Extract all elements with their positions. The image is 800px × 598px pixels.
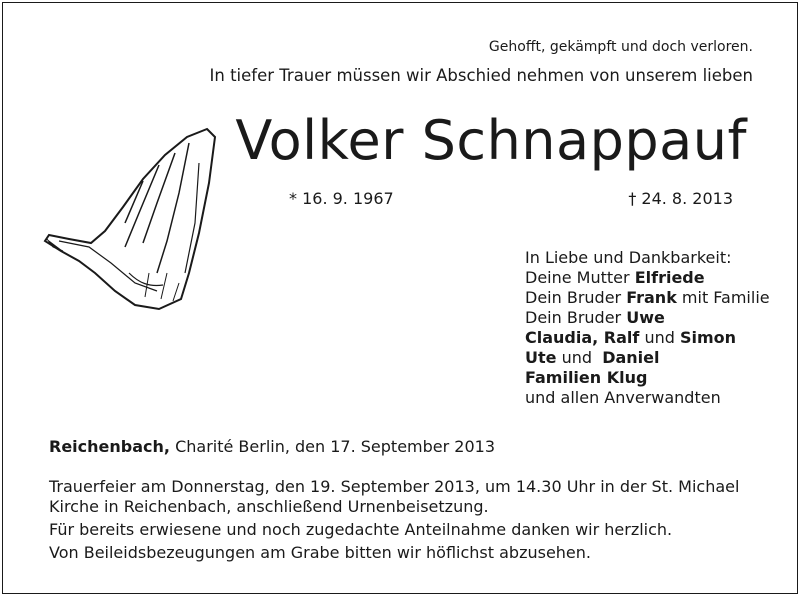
ceremony-text: Trauerfeier am Donnerstag, den 19. September 2013, um 14.30 Uhr in der St. Michael Kirche in Reichenbach, anschließend Urnenbeisetzung. (49, 477, 740, 516)
family-line-klug: Familien Klug (525, 368, 648, 387)
deceased-name: Volker Schnappauf (235, 109, 747, 172)
family-line-brother-frank: Dein Bruder Frank mit Familie (525, 288, 770, 307)
request-text: Von Beileidsbezeugungen am Grabe bitten wir höflichst abzusehen. (49, 543, 591, 562)
motto: Gehofft, gekämpft und doch verloren. (488, 39, 753, 55)
birth-date: * 16. 9. 1967 (289, 189, 394, 208)
family-line-mother: Deine Mutter Elfriede (525, 268, 705, 287)
ceremony-info (49, 477, 769, 566)
obituary-card (2, 2, 798, 594)
thanks-text: Für bereits erwiesene und noch zugedachte Anteilnahme danken wir herzlich. (49, 520, 673, 539)
place-date: Reichenbach, Charité Berlin, den 17. September 2013 (49, 437, 496, 456)
praying-hands-icon (39, 123, 219, 313)
family-line-brother-uwe: Dein Bruder Uwe (525, 308, 665, 327)
family-heading: In Liebe und Dankbarkeit: (525, 248, 732, 267)
family-line-claudia: Claudia, Ralf und Simon (525, 328, 737, 347)
family-line-ute: Ute und Daniel (525, 348, 660, 367)
death-date: † 24. 8. 2013 (628, 189, 733, 208)
family-line-relatives: und allen Anverwandten (525, 388, 721, 407)
family-list (525, 248, 770, 408)
intro-text: In tiefer Trauer müssen wir Abschied nehmen von unserem lieben (209, 66, 753, 85)
